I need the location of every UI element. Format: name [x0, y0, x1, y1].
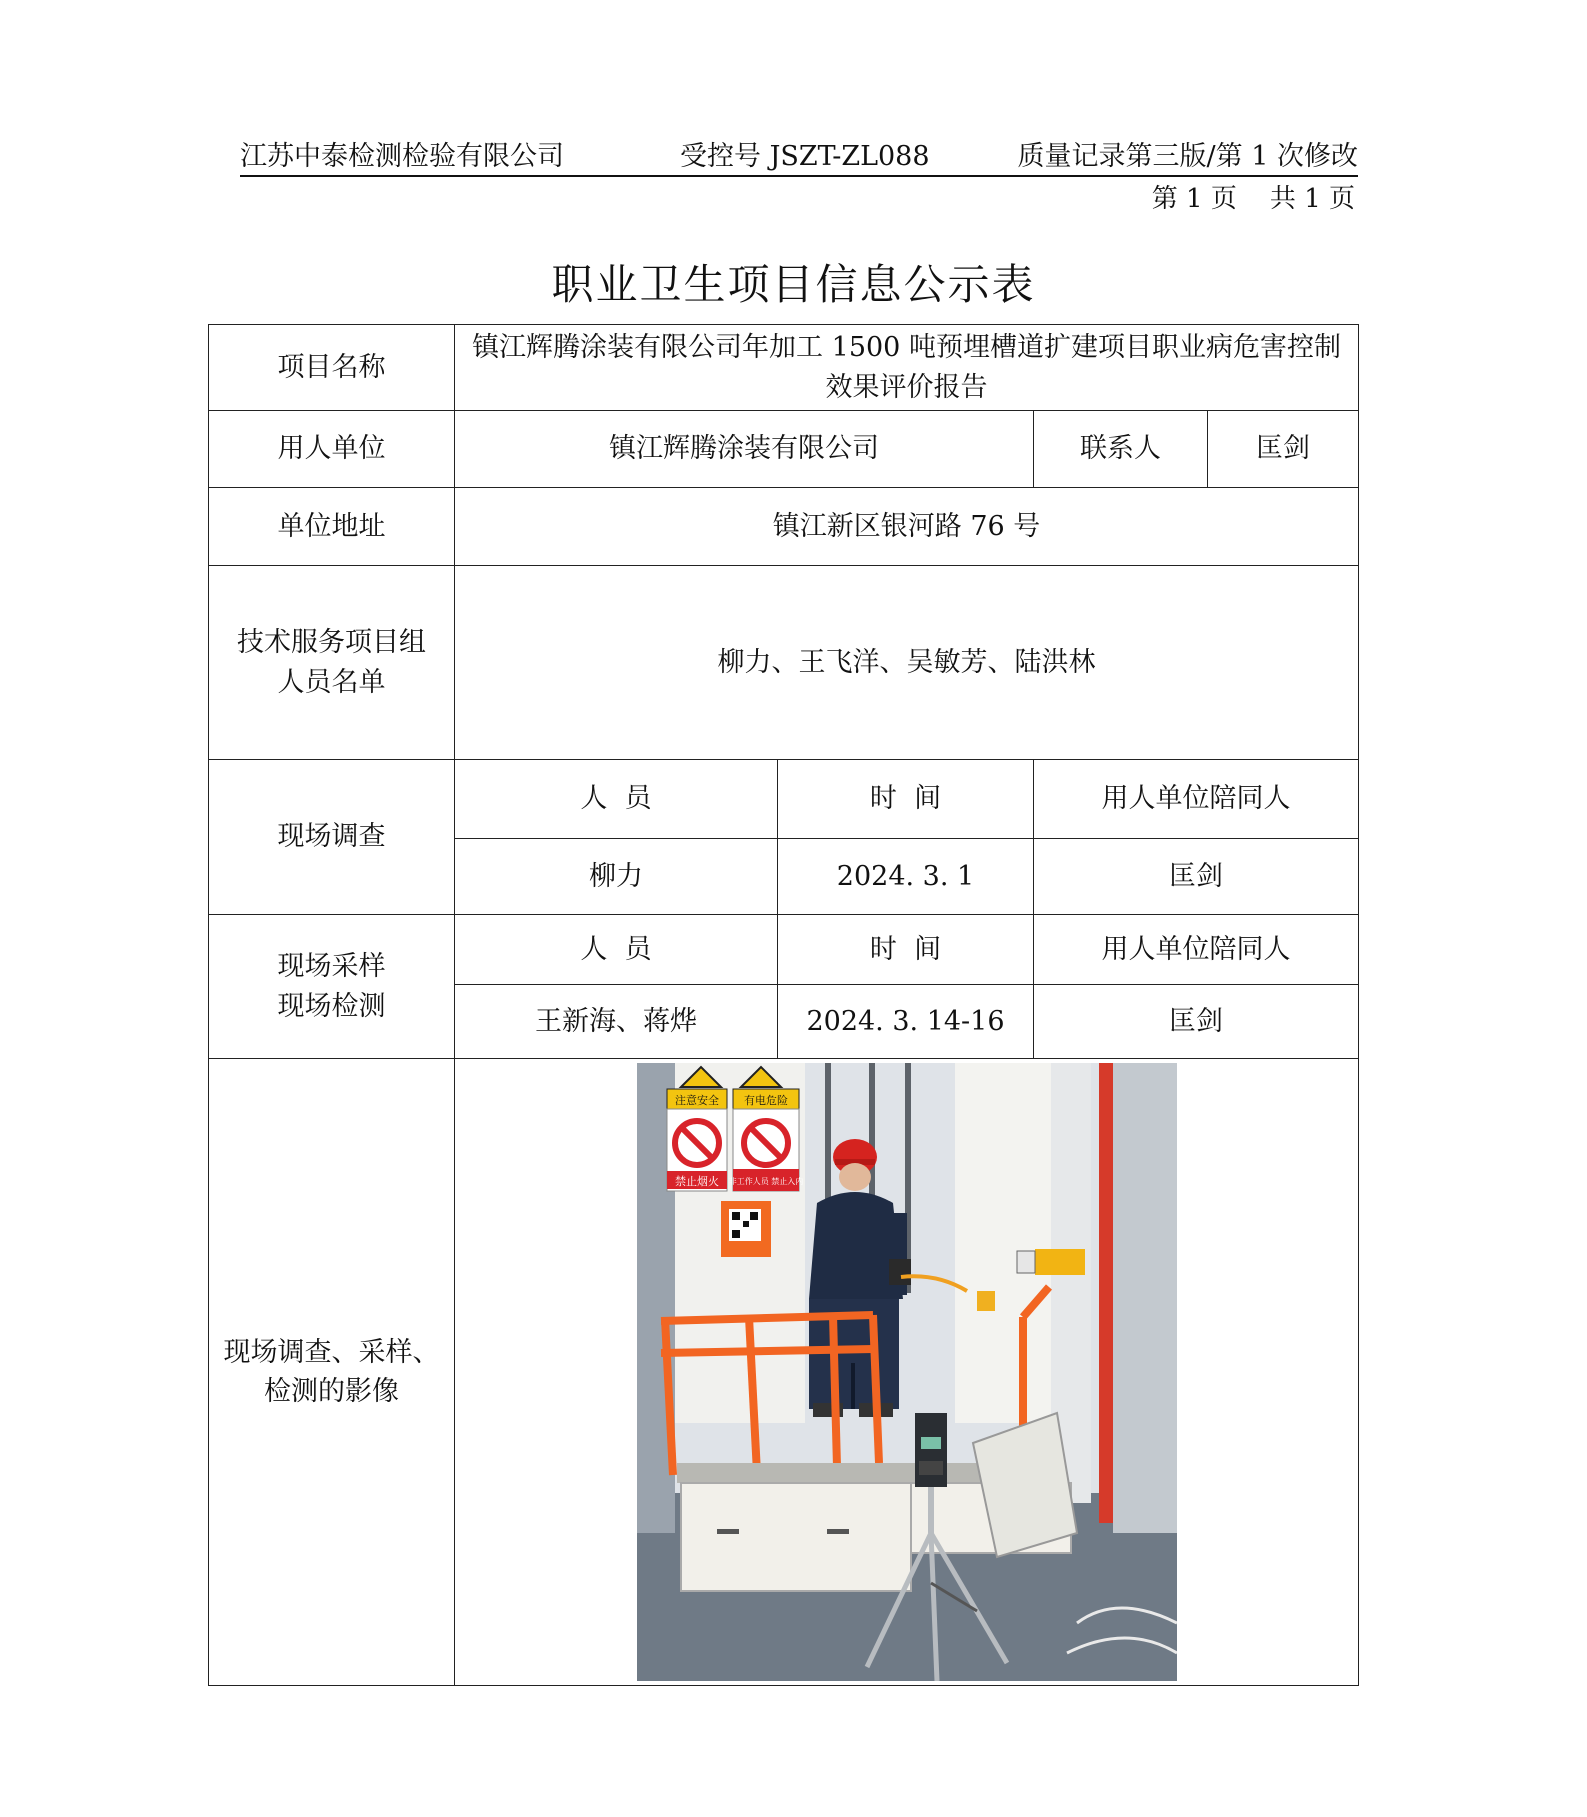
- contact-value: 匡剑: [1208, 411, 1359, 488]
- survey-col-time: 时 间: [778, 760, 1034, 839]
- survey-label: 现场调查: [209, 760, 455, 915]
- survey-person: 柳力: [455, 839, 778, 915]
- sampling-person: 王新海、蒋烨: [455, 985, 778, 1059]
- images-cell: [455, 1059, 1359, 1686]
- project-name-value: 镇江辉腾涂装有限公司年加工 1500 吨预埋槽道扩建项目职业病危害控制效果评价报告: [455, 325, 1359, 411]
- site-photo: [637, 1063, 1177, 1681]
- sampling-col-person: 人 员: [455, 915, 778, 985]
- survey-col-person: 人 员: [455, 760, 778, 839]
- sampling-label-line2: 现场检测: [277, 990, 386, 1022]
- sampling-col-escort: 用人单位陪同人: [1034, 915, 1359, 985]
- address-label: 单位地址: [209, 488, 455, 566]
- images-label-line1: 现场调查、采样、: [223, 1336, 440, 1368]
- employer-value: 镇江辉腾涂装有限公司: [455, 411, 1034, 488]
- images-label: [209, 1059, 455, 1686]
- contact-label: 联系人: [1034, 411, 1208, 488]
- sampling-time: 2024. 3. 14-16: [778, 985, 1034, 1059]
- row-sampling-header: [209, 915, 1359, 985]
- sampling-label-line1: 现场采样: [277, 951, 386, 983]
- version-info: 质量记录第三版/第 1 次修改: [1017, 141, 1358, 172]
- images-label-line2: 检测的影像: [264, 1376, 399, 1407]
- info-table: [208, 324, 1359, 1686]
- address-value: 镇江新区银河路 76 号: [455, 488, 1359, 566]
- control-number: 受控号 JSZT-ZL088: [680, 141, 930, 172]
- document-title: 职业卫生项目信息公示表: [551, 260, 1036, 309]
- team-label: [209, 566, 455, 760]
- team-label-line1: 技术服务项目组: [237, 627, 426, 659]
- survey-time: 2024. 3. 1: [778, 839, 1034, 915]
- project-name-label: 项目名称: [209, 325, 455, 411]
- sign1-bottom-text: 禁止烟火: [674, 1175, 719, 1188]
- employer-label: 用人单位: [209, 411, 455, 488]
- row-project-name: [209, 325, 1359, 411]
- sampling-escort: 匡剑: [1034, 985, 1359, 1059]
- row-images: [209, 1059, 1359, 1686]
- row-address: [209, 488, 1359, 566]
- sign2-bottom-text: 非工作人员 禁止入内: [728, 1177, 803, 1186]
- sampling-col-time: 时 间: [778, 915, 1034, 985]
- company-name: 江苏中泰检测检验有限公司: [240, 141, 564, 172]
- sampling-label: [209, 915, 455, 1059]
- survey-col-escort: 用人单位陪同人: [1034, 760, 1359, 839]
- sign1-top-text: 注意安全: [674, 1094, 719, 1107]
- row-team: [209, 566, 1359, 760]
- control-box: [1035, 1249, 1085, 1275]
- page-number: 第 1 页 共 1 页: [1151, 184, 1355, 214]
- row-survey-header: [209, 760, 1359, 839]
- document-header: [240, 134, 1358, 174]
- team-label-line2: 人员名单: [277, 666, 386, 698]
- team-members: 柳力、王飞洋、吴敏芳、陆洪林: [455, 566, 1359, 760]
- survey-escort: 匡剑: [1034, 839, 1359, 915]
- sign2-top-text: 有电危险: [743, 1094, 788, 1107]
- row-employer: [209, 411, 1359, 488]
- header-rule: [240, 175, 1358, 177]
